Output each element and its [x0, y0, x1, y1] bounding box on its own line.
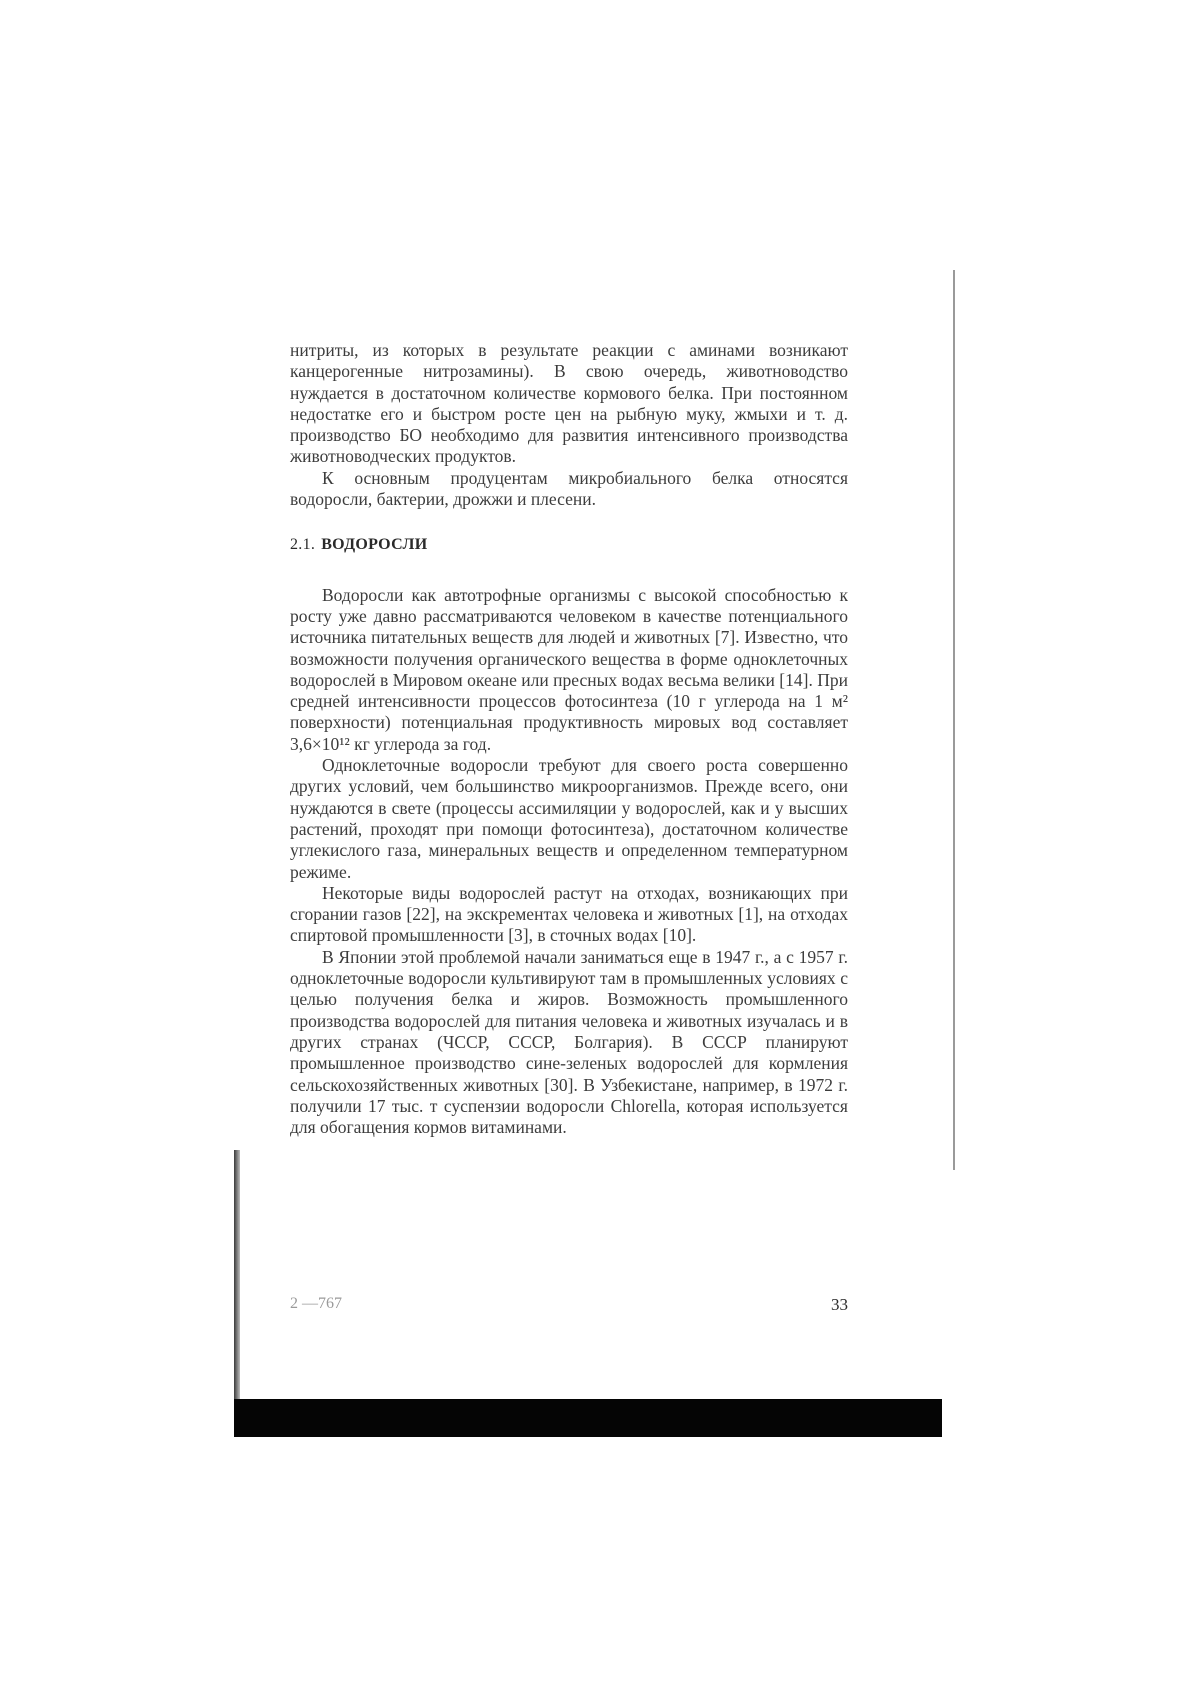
page-edge-right [953, 270, 955, 1170]
printer-signature: 2 —767 [290, 1295, 342, 1312]
paragraph-waste-growth: Некоторые виды водорослей растут на отходах, возникающих при сгорании газов [22], на экскрементах человека и животных [1], на отходах спиртовой промышленности [3], в сточных водах [10]. [290, 882, 848, 946]
section-heading [290, 534, 848, 555]
text-column [290, 340, 848, 1138]
paragraph-algae-source: Водоросли как автотрофные организмы с высокой способностью к росту уже давно рассматриваются человеком в качестве потенциального источника питательных веществ для людей и животных [7]. Известно, что возможности получения органического вещества в форме одноклеточных водорослей в Мировом океане или пресных водах весьма велики [14]. При средней интенсивности процессов фотосинтеза (10 г углерода на 1 м² поверхности) потенциальная продуктивность мировых вод составляет 3,6×10¹² кг углерода за год. [290, 584, 848, 754]
section-number: 2.1. [290, 536, 316, 554]
page-footer [290, 1295, 848, 1319]
section-title: ВОДОРОСЛИ [321, 536, 428, 554]
page-number: 33 [831, 1295, 848, 1314]
intro-paragraph: К основным продуцентам микробиального белка относятся водоросли, бактерии, дрожжи и плесени. [290, 467, 848, 510]
continued-paragraph: нитриты, из которых в результате реакции с аминами возникают канцерогенные нитрозамины). В свою очередь, животноводство нуждается в достаточном количестве кормового белка. При постоянном недостатке его и быстром росте цен на рыбную муку, жмыхи и т. д. производство БО необходимо для развития интенсивного производства животноводческих продуктов. [290, 340, 848, 467]
paragraph-japan-history: В Японии этой проблемой начали заниматься еще в 1947 г., а с 1957 г. одноклеточные водоросли культивируют там в промышленных условиях с целью получения белка и жиров. Возможность промышленного производства водорослей для питания человека и животных изучалась и в других странах (ЧССР, СССР, Болгария). В СССР планируют промышленное производство сине-зеленых водорослей для кормления сельскохозяйственных животных [30]. В Узбекистане, например, в 1972 г. получили 17 тыс. т суспензии водоросли Chlorella, которая используется для обогащения кормов витаминами. [290, 946, 848, 1138]
page-edge-left [234, 1150, 240, 1410]
scan-bottom-band [234, 1399, 942, 1437]
paragraph-growth-conditions: Одноклеточные водоросли требуют для своего роста совершенно других условий, чем большинство микроорганизмов. Прежде всего, они нуждаются в свете (процессы ассимиляции у водорослей, как и у высших растений, проходят при помощи фотосинтеза), достаточном количестве углекислого газа, минеральных веществ и определенном температурном режиме. [290, 755, 848, 882]
